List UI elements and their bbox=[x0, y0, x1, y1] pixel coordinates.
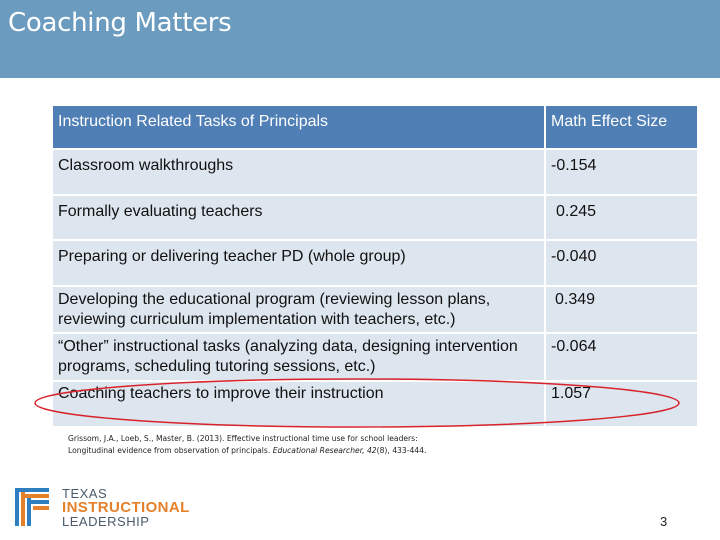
effect-cell: 0.245 bbox=[544, 196, 697, 239]
task-cell: Developing the educational program (reviewing lesson plans, reviewing curriculum implementation with teachers, etc.) bbox=[58, 291, 491, 328]
logo-wordmark bbox=[62, 487, 190, 529]
citation-line-2-suffix: (8), 433-444. bbox=[376, 446, 427, 455]
highlight-ellipse bbox=[32, 376, 682, 436]
task-cell: “Other” instructional tasks (analyzing data, designing intervention programs, scheduling tutoring sessions, etc.) bbox=[58, 338, 518, 375]
til-logo-icon bbox=[15, 488, 57, 528]
table-row bbox=[53, 287, 697, 334]
citation bbox=[68, 433, 668, 457]
task-cell: Formally evaluating teachers bbox=[58, 203, 263, 220]
slide-header bbox=[0, 0, 720, 78]
table-header-row bbox=[53, 106, 697, 150]
logo-line-texas: TEXAS bbox=[62, 486, 108, 501]
task-cell: Preparing or delivering teacher PD (whole group) bbox=[58, 248, 406, 265]
column-header-task: Instruction Related Tasks of Principals bbox=[58, 113, 329, 130]
effect-cell: -0.064 bbox=[544, 334, 697, 380]
column-header-effect: Math Effect Size bbox=[544, 106, 697, 148]
effect-cell: -0.040 bbox=[544, 241, 697, 285]
logo-line-leadership: LEADERSHIP bbox=[62, 514, 150, 529]
table-row bbox=[53, 150, 697, 196]
effect-cell: 1.057 bbox=[544, 382, 697, 426]
citation-journal: Educational Researcher, 42 bbox=[272, 446, 377, 455]
citation-line-2 bbox=[68, 445, 668, 457]
task-cell: Classroom walkthroughs bbox=[58, 157, 234, 174]
logo-line-instructional: INSTRUCTIONAL bbox=[62, 499, 190, 516]
effect-cell: -0.154 bbox=[544, 150, 697, 194]
slide-title: Coaching Matters bbox=[8, 8, 232, 38]
table-row bbox=[53, 196, 697, 241]
page-number: 3 bbox=[660, 514, 668, 529]
citation-line-2-prefix: Longitudinal evidence from observation of principals. bbox=[68, 446, 273, 455]
table-row bbox=[53, 241, 697, 287]
effect-cell: 0.349 bbox=[544, 287, 697, 332]
citation-line-1: Grissom, J.A., Loeb, S., Master, B. (2013). Effective instructional time use for school leaders: bbox=[68, 434, 418, 443]
task-cell: Coaching teachers to improve their instruction bbox=[58, 385, 384, 402]
table-row bbox=[53, 334, 697, 382]
